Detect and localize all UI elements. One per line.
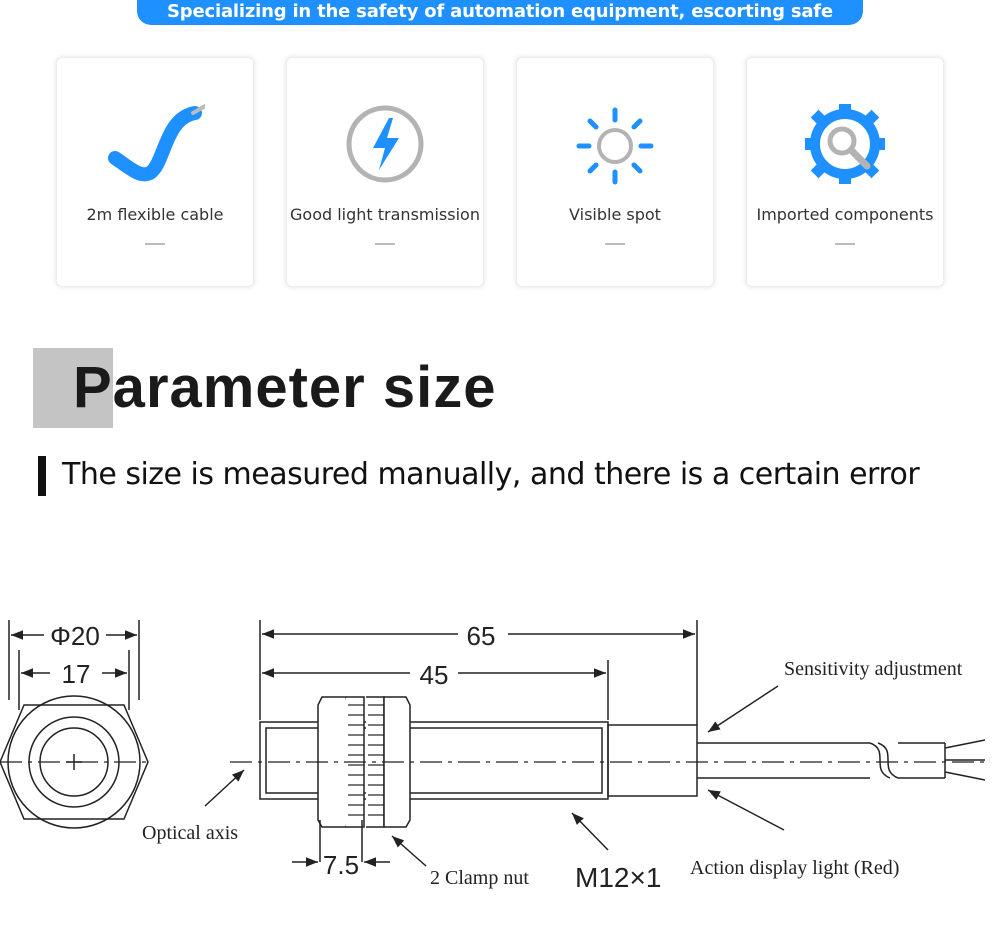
feature-label: Visible spot xyxy=(569,205,661,224)
side-view xyxy=(205,620,985,866)
dim-total-length: 65 xyxy=(466,621,496,651)
label-sensitivity: Sensitivity adjustment xyxy=(784,658,963,680)
label-action-light: Action display light (Red) xyxy=(690,857,900,879)
dim-inner: 17 xyxy=(61,659,91,689)
feature-label: Imported components xyxy=(756,205,934,224)
section-subtitle: The size is measured manually, and there is a certain error xyxy=(62,457,920,492)
top-banner: Specializing in the safety of automation equipment, escorting safe production xyxy=(137,0,863,25)
label-optical-axis: Optical axis xyxy=(142,822,239,844)
feature-label: 2m flexible cable xyxy=(86,205,224,224)
section-title: Parameter size xyxy=(73,355,497,420)
dim-outer-diameter: Φ20 xyxy=(50,621,100,651)
label-thread: M12×1 xyxy=(575,862,662,893)
end-view xyxy=(0,620,148,828)
label-clamp-nut: 2 Clamp nut xyxy=(430,867,529,889)
dim-thread-length: 45 xyxy=(419,660,449,690)
dim-nut-width: 7.5 xyxy=(322,850,360,880)
feature-label: Good light transmission xyxy=(290,205,480,224)
